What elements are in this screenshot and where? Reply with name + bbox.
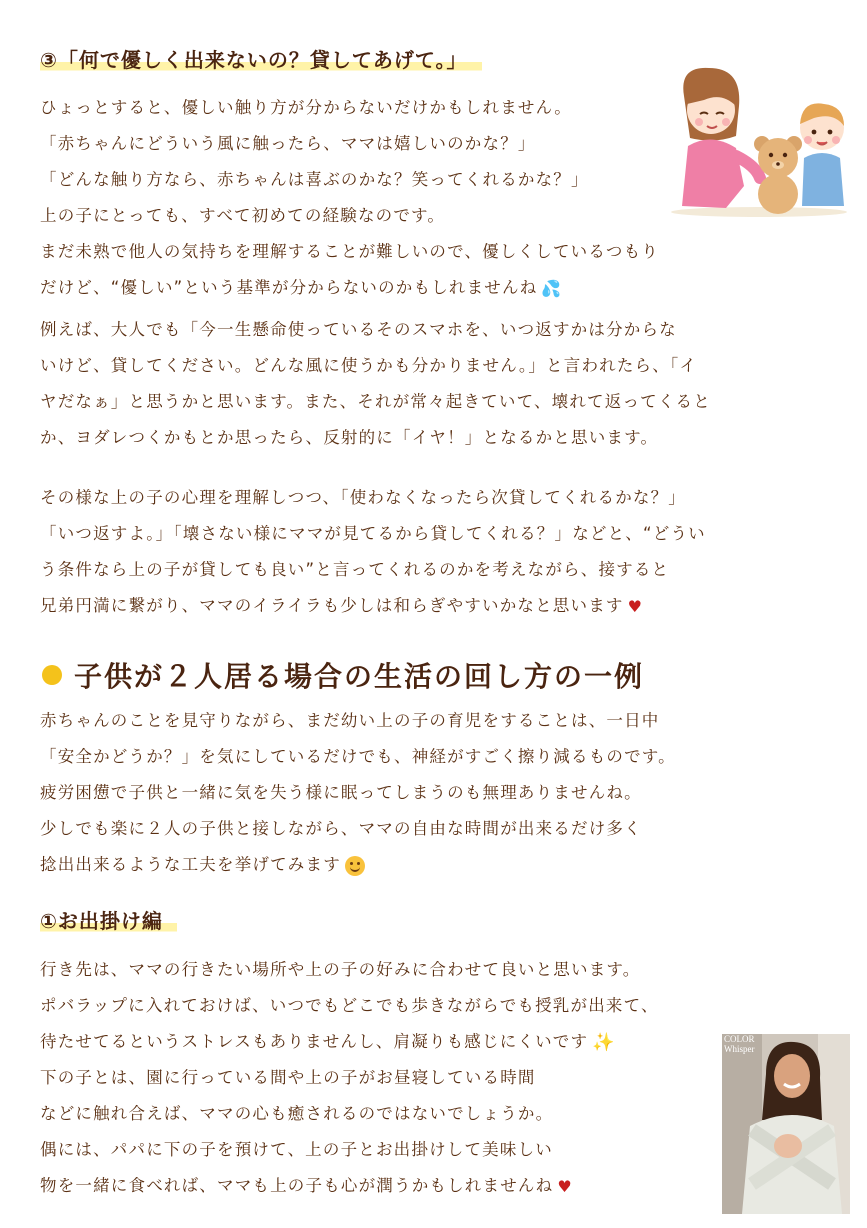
text-line: 疲労困憊で子供と一緒に気を失う様に眠ってしまうのも無理ありませんね。 xyxy=(40,783,642,802)
text-line: う条件なら上の子が貸しても良い”と言ってくれるのかを考えながら、接すると xyxy=(40,560,670,579)
text-line: 下の子とは、園に行っている間や上の子がお昼寝している時間 xyxy=(40,1068,536,1087)
heart-icon: ♥ xyxy=(627,596,644,616)
text-line: だけど、“優しい”という基準が分からないのかもしれませんね xyxy=(40,278,538,297)
text-line: その様な上の子の心理を理解しつつ、「使わなくなったら次貸してくれるかな？」 xyxy=(40,488,686,507)
text-line: ヤだなぁ」と思うかと思います。また、それが常々起きていて、壊れて返ってくると xyxy=(40,392,711,411)
paragraph-gentle-touch xyxy=(40,90,659,306)
sparkles-icon: ✨ xyxy=(592,1031,616,1053)
text-line-with-icon xyxy=(40,1024,659,1060)
text-line: 少しでも楽に２人の子供と接しながら、ママの自由な時間が出来るだけ多く xyxy=(40,819,642,838)
heart-icon: ♥ xyxy=(557,1176,573,1196)
text-line: ポバラップに入れておけば、いつでもどこでも歩きながらでも授乳が出来て、 xyxy=(40,996,659,1015)
text-line: いけど、貸してください。どんな風に使うかも分かりません。」と言われたら、「イ xyxy=(40,356,698,375)
mother-children-illustration xyxy=(664,66,854,218)
bullet-dot-icon xyxy=(42,665,62,685)
text-line: ひょっとすると、優しい触り方が分からないだけかもしれません。 xyxy=(40,98,572,117)
text-line: 上の子にとっても、すべて初めての経験なのです。 xyxy=(40,206,446,225)
text-line: まだ未熟で他人の気持ちを理解することが難しいので、優しくしているつもり xyxy=(40,242,660,261)
photo-image xyxy=(722,1034,850,1214)
text-line: 偶には、パパに下の子を預けて、上の子とお出掛けして美味しい xyxy=(40,1140,553,1159)
photo-caption-line: COLOR xyxy=(724,1034,755,1044)
photo-caption xyxy=(724,1034,755,1054)
text-line: 兄弟円満に繋がり、ママのイライラも少しは和らぎやすいかなと思います xyxy=(40,596,624,615)
paragraph-smartphone-example xyxy=(40,312,711,456)
text-line: 「赤ちゃんにどういう風に触ったら、ママは嬉しいのかな？」 xyxy=(40,134,536,153)
text-line: 物を一緒に食べれば、ママも上の子も心が潤うかもしれませんね xyxy=(40,1176,554,1195)
section-title-text: 子供が２人居る場合の生活の回し方の一例 xyxy=(74,660,645,693)
smiling-face-icon xyxy=(345,856,365,876)
heading-share: ③「何で優しく出来ないの？貸してあげて。」 xyxy=(40,44,482,73)
text-line: 赤ちゃんのことを見守りながら、まだ幼い上の子の育児をすることは、一日中 xyxy=(40,711,660,730)
text-line: 行き先は、ママの行きたい場所や上の子の好みに合わせて良いと思います。 xyxy=(40,960,641,979)
text-line-with-icon xyxy=(40,847,676,883)
baby-carrier-photo xyxy=(722,1034,850,1214)
photo-caption-line: Whisper xyxy=(724,1044,755,1054)
text-line-with-icon xyxy=(40,270,659,306)
text-line: 「どんな触り方なら、赤ちゃんは喜ぶのかな？笑ってくれるかな？」 xyxy=(40,170,589,189)
sweat-droplets-icon: 💦 xyxy=(541,278,563,298)
paragraph-outing xyxy=(40,952,659,1204)
text-line: 例えば、大人でも「今一生懸命使っているそのスマホを、いつ返すかは分からな xyxy=(40,320,677,339)
text-line-with-icon xyxy=(40,1168,659,1204)
text-line: などに触れ合えば、ママの心も癒されるのではないでしょうか。 xyxy=(40,1104,554,1123)
paragraph-intro xyxy=(40,703,676,883)
paragraph-understanding xyxy=(40,480,706,624)
text-line: 待たせてるというストレスもありませんし、肩凝りも感じにくいです xyxy=(40,1032,589,1051)
text-line: 「いつ返すよ。」「壊さない様にママが見てるから貸してくれる？」などと、“どうい xyxy=(40,524,706,543)
text-line-with-icon xyxy=(40,588,706,624)
text-line: 「安全かどうか？」を気にしているだけでも、神経がすごく擦り減るものです。 xyxy=(40,747,676,766)
heading-outing: ①お出掛け編 xyxy=(40,905,177,934)
text-line: 捻出出来るような工夫を挙げてみます xyxy=(40,855,341,874)
text-line: か、ヨダレつくかもとか思ったら、反射的に「イヤ！」となるかと思います。 xyxy=(40,428,659,447)
section-title xyxy=(42,655,644,695)
